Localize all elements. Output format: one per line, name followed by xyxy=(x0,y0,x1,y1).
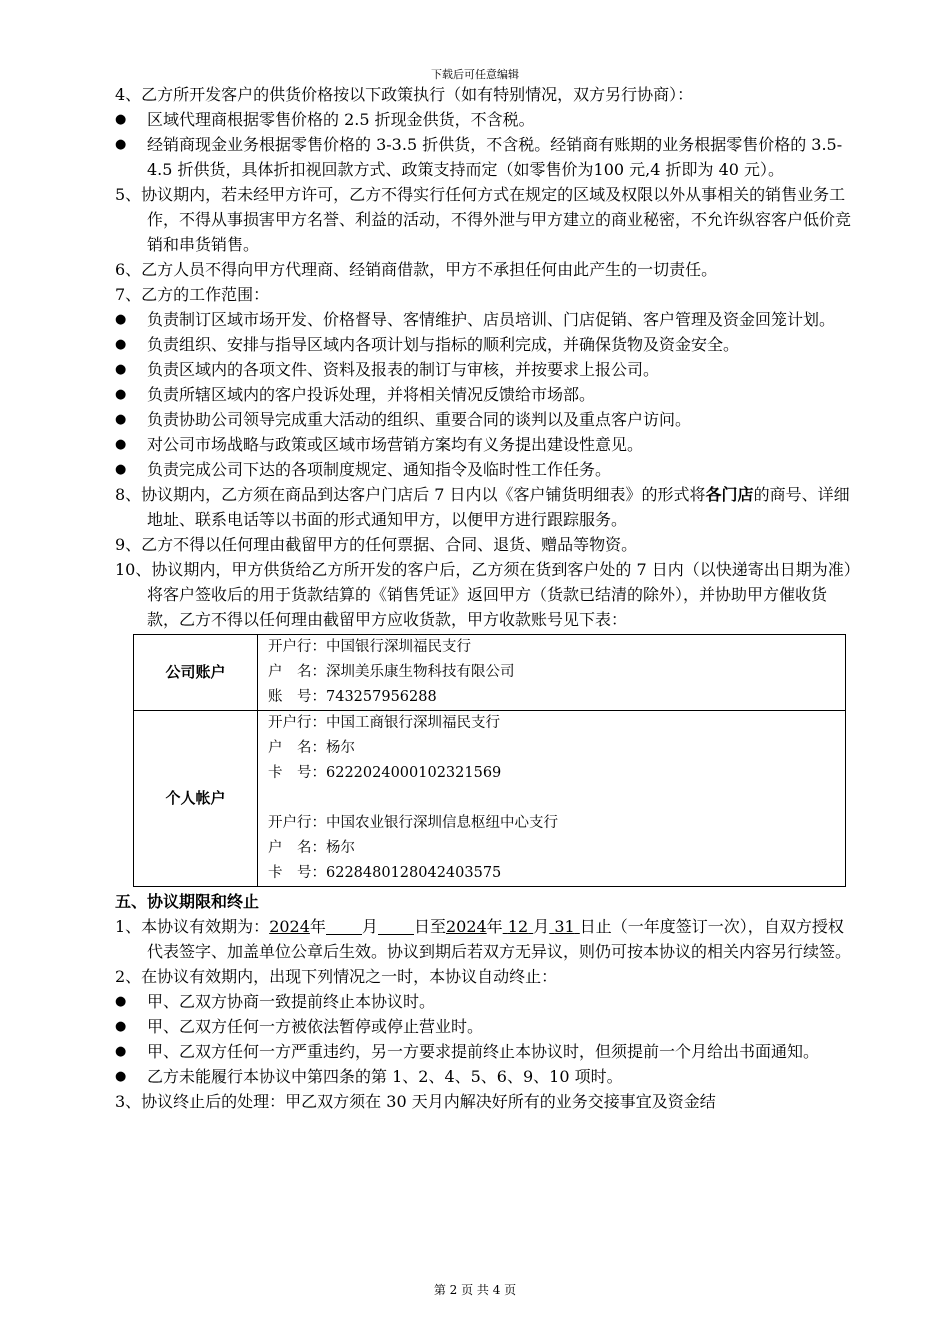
item4-bullet-1: ● 区域代理商根据零售价格的 2.5 折现金供货，不含税。 xyxy=(115,107,855,132)
term-text-month1: 月 xyxy=(361,917,378,936)
section5-item2: 2、在协议有效期内，出现下列情况之一时，本协议自动终止： xyxy=(115,967,558,986)
item6: 6、乙方人员不得向甲方代理商、经销商借款，甲方不承担任何由此产生的一切责任。 xyxy=(115,260,718,279)
section5-title: 五、协议期限和终止 xyxy=(115,892,260,911)
term-end-month xyxy=(503,917,534,936)
personal-bank-1: 开户行：中国工商银行深圳福民支行 xyxy=(268,715,500,731)
term-start-year: 2024 xyxy=(269,917,310,936)
company-account-label: 公司账户 xyxy=(134,635,258,711)
item8 xyxy=(115,482,855,532)
item4-bullet-2: ● 经销商现金业务根据零售价格的 3-3.5 折供货，不含税。经销商有账期的业务根据零售价格的 3.5-4.5 折供货，具体折扣视回款方式、政策支持而定（如零售价为100 元,4 折即为 40 元）。 xyxy=(115,132,855,182)
term-text-year2: 年 xyxy=(486,917,503,936)
personal-spacer xyxy=(268,786,835,811)
page-header: 下载后可任意编辑 xyxy=(431,68,519,81)
personal-account-details xyxy=(258,711,846,887)
personal-card-1: 卡 号：6222024000102321569 xyxy=(268,765,502,781)
section5-term xyxy=(115,914,855,964)
item7-bullet-1: ● 负责制订区域市场开发、价格督导、客情维护、店员培训、门店促销、客户管理及资金回笼计划。 xyxy=(115,307,855,332)
personal-name-1: 户 名：杨尔 xyxy=(268,740,355,756)
company-account-details xyxy=(258,635,846,711)
item7-title: 7、乙方的工作范围： xyxy=(115,285,270,304)
term-start-day-blank xyxy=(378,916,414,935)
item4-title: 4、乙方所开发客户的供货价格按以下政策执行（如有特别情况，双方另行协商）： xyxy=(115,85,694,104)
term-text-to: 日至 xyxy=(413,917,446,936)
section5-bullet-2: ● 甲、乙双方任何一方被依法暂停或停止营业时。 xyxy=(115,1014,855,1039)
company-bank: 开户行：中国银行深圳福民支行 xyxy=(268,639,471,655)
term-prefix: 1、本协议有效期为： xyxy=(115,917,270,936)
item7-bullet-6: ● 对公司市场战略与政策或区域市场营销方案均有义务提出建设性意见。 xyxy=(115,432,855,457)
item7-bullet-7: ● 负责完成公司下达的各项制度规定、通知指令及临时性工作任务。 xyxy=(115,457,855,482)
term-end-month-value: 12 xyxy=(507,917,529,936)
section5-bullet-4: ● 乙方未能履行本协议中第四条的第 1、2、4、5、6、9、10 项时。 xyxy=(115,1064,855,1089)
section5-bullet-3: ● 甲、乙双方任何一方严重违约，另一方要求提前终止本协议时，但须提前一个月给出书面通知。 xyxy=(115,1039,855,1064)
item7-bullet-3: ● 负责区域内的各项文件、资料及报表的制订与审核，并按要求上报公司。 xyxy=(115,357,855,382)
term-rest: 自双方授权代表签字、加盖单位公章后生效。协议到期后若双方无异议，则仍可按本协议的相关内容另行续签。 xyxy=(147,917,852,961)
item5: 5、协议期内，若未经甲方许可，乙方不得实行任何方式在规定的区域及权限以外从事相关的销售业务工作，不得从事损害甲方名誉、利益的活动，不得外泄与甲方建立的商业秘密，不允许纵容客户低价竞销和串货销售。 xyxy=(115,185,852,254)
term-start-month-blank xyxy=(326,916,362,935)
personal-bank-2: 开户行：中国农业银行深圳信息枢纽中心支行 xyxy=(268,815,558,831)
term-end-year: 2024 xyxy=(445,917,487,936)
item8-bold: 各门店 xyxy=(705,485,754,504)
item10: 10、协议期内，甲方供货给乙方所开发的客户后，乙方须在货到客户处的 7 日内（以快递寄出日期为准）将客户签收后的用于货款结算的《销售凭证》返回甲方（货款已结清的除外），并协助甲方催收货款，乙方不得以任何理由截留甲方应收货款，甲方收款账号见下表： xyxy=(115,560,852,629)
item9: 9、乙方不得以任何理由截留甲方的任何票据、合同、退货、赠品等物资。 xyxy=(115,535,638,554)
section5-bullet-1: ● 甲、乙双方协商一致提前终止本协议时。 xyxy=(115,989,855,1014)
personal-account-label: 个人帐户 xyxy=(134,711,258,887)
item8-after: 的商号、详细地址、联系电话等以书面的形式通知甲方，以便甲方进行跟踪服务。 xyxy=(147,485,850,529)
company-number: 账 号：743257956288 xyxy=(268,689,437,705)
section5-item3: 3、协议终止后的处理：甲乙双方须在 30 天月内解决好所有的业务交接事宜及资金结 xyxy=(115,1092,716,1111)
term-text-end: 日止（一年度签订一次）， xyxy=(579,917,764,936)
term-end-day-value: 31 xyxy=(554,917,575,936)
page-footer: 第 2 页 共 4 页 xyxy=(433,1283,517,1297)
item7-bullet-5: ● 负责协助公司领导完成重大活动的组织、重要合同的谈判以及重点客户访问。 xyxy=(115,407,855,432)
personal-card-2: 卡 号：6228480128042403575 xyxy=(268,865,502,881)
company-account-row xyxy=(134,635,846,711)
item7-bullet-4: ● 负责所辖区域内的客户投诉处理，并将相关情况反馈给市场部。 xyxy=(115,382,855,407)
term-text-year1: 年 xyxy=(309,917,326,936)
personal-account-row xyxy=(134,711,846,887)
term-text-month2: 月 xyxy=(533,917,550,936)
term-end-day xyxy=(549,917,580,936)
item8-before: 8、协议期内，乙方须在商品到达客户门店后 7 日内以《客户铺货明细表》的形式将 xyxy=(115,485,706,504)
document-body xyxy=(115,82,855,1114)
personal-name-2: 户 名：杨尔 xyxy=(268,840,355,856)
account-table xyxy=(133,634,846,887)
company-name: 户 名：深圳美乐康生物科技有限公司 xyxy=(268,664,515,680)
item7-bullet-2: ● 负责组织、安排与指导区域内各项计划与指标的顺利完成，并确保货物及资金安全。 xyxy=(115,332,855,357)
